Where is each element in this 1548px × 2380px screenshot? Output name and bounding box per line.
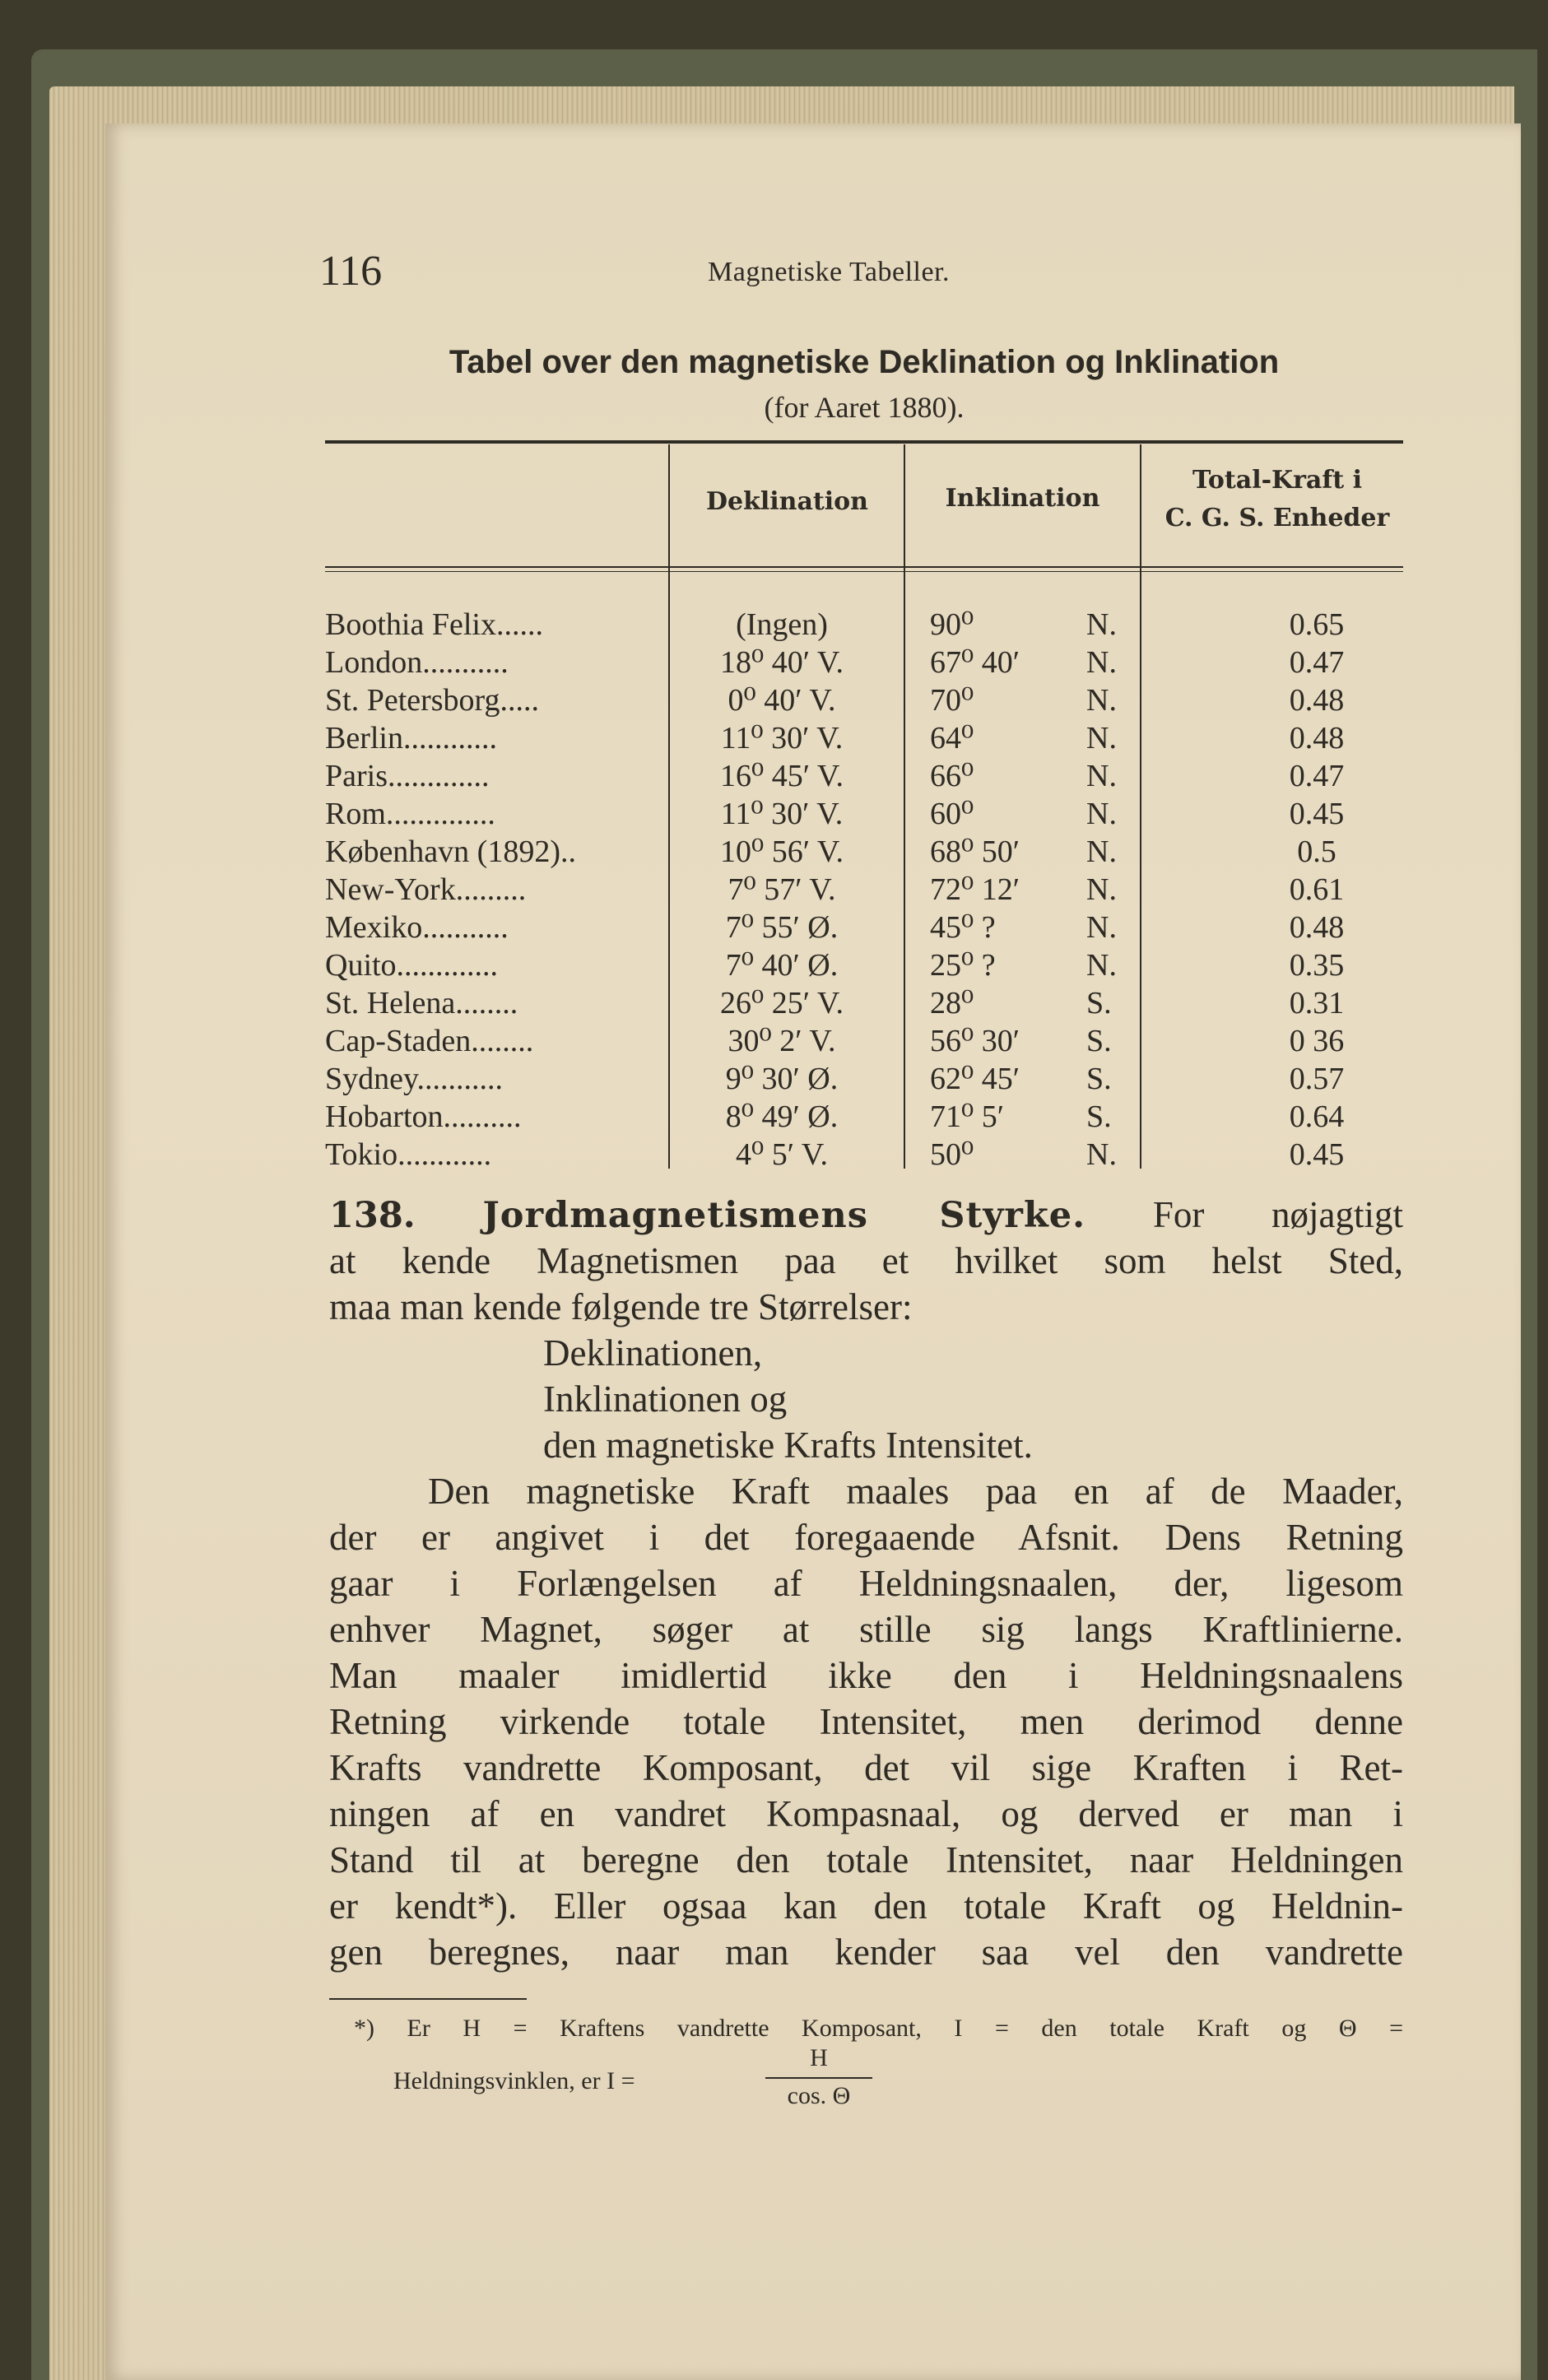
inklination-direction: S. <box>1086 1099 1112 1134</box>
paragraph-line: der er angivet i det foregaaende Afsnit. Dens Retning <box>329 1517 1403 1558</box>
inklination-value: 64⁰ <box>930 721 974 755</box>
kraft-value: 0.45 <box>1289 797 1345 831</box>
kraft-value: 0.61 <box>1289 872 1345 907</box>
paragraph-line: Stand til at beregne den totale Intensitet, naar Heldningen <box>329 1839 1403 1880</box>
table-row <box>325 946 1411 984</box>
table-row <box>325 909 1411 946</box>
header-kraft-line2: C. G. S. Enheder <box>1164 504 1390 532</box>
table-row <box>325 644 1411 681</box>
deklination-value: 18⁰ 40′ V. <box>720 645 844 680</box>
deklination-value: 11⁰ 30′ V. <box>720 797 844 831</box>
paragraph-line: ningen af en vandret Kompasnaal, og derved er man i <box>329 1793 1403 1834</box>
table-row <box>325 606 1411 644</box>
place-name: Quito............. <box>325 948 499 983</box>
table-title: Tabel over den magnetiske Deklination og Inklination <box>449 344 1280 380</box>
header-kraft-line1: Total-Kraft i <box>1192 466 1362 495</box>
page-number: 116 <box>319 248 383 295</box>
place-name: Cap-Staden........ <box>325 1024 534 1058</box>
paragraph-line: Den magnetiske Kraft maales paa en af de Maader, <box>428 1471 1403 1512</box>
inklination-value: 71⁰ 5′ <box>930 1099 1005 1134</box>
inklination-direction: N. <box>1086 797 1117 831</box>
list-item: Inklinationen og <box>543 1378 788 1420</box>
kraft-value: 0.48 <box>1289 910 1345 945</box>
table-row <box>325 719 1411 757</box>
kraft-value: 0.45 <box>1289 1137 1345 1172</box>
running-head: Magnetiske Tabeller. <box>708 257 951 287</box>
deklination-value: 4⁰ 5′ V. <box>736 1137 828 1172</box>
deklination-value: 11⁰ 30′ V. <box>720 721 844 755</box>
kraft-value: 0.48 <box>1289 721 1345 755</box>
inklination-direction: N. <box>1086 872 1117 907</box>
inklination-value: 50⁰ <box>930 1137 974 1172</box>
inklination-direction: N. <box>1086 1137 1117 1172</box>
deklination-value: 0⁰ 40′ V. <box>728 683 836 718</box>
place-name: Boothia Felix...... <box>325 607 543 642</box>
kraft-value: 0.65 <box>1289 607 1345 642</box>
table-row <box>325 1098 1411 1136</box>
inklination-direction: N. <box>1086 721 1117 755</box>
deklination-value: (Ingen) <box>736 607 828 642</box>
inklination-direction: N. <box>1086 759 1117 793</box>
kraft-value: 0.47 <box>1289 759 1345 793</box>
table-header-rule <box>325 566 1403 568</box>
table-row <box>325 795 1411 833</box>
inklination-value: 25⁰ ? <box>930 948 996 983</box>
deklination-value: 7⁰ 40′ Ø. <box>725 948 839 983</box>
table-row <box>325 681 1411 719</box>
table-subtitle: (for Aaret 1880). <box>764 391 965 424</box>
section-lead: For nøjagtigt <box>1152 1194 1404 1235</box>
table-row <box>325 1136 1411 1174</box>
formula-denominator: cos. Θ <box>787 2082 851 2109</box>
inklination-direction: S. <box>1086 1062 1112 1096</box>
kraft-value: 0.47 <box>1289 645 1345 680</box>
place-name: Mexiko........... <box>325 910 509 945</box>
paragraph-line: gen beregnes, naar man kender saa vel den vandrette <box>329 1931 1403 1973</box>
deklination-value: 16⁰ 45′ V. <box>720 759 844 793</box>
deklination-value: 9⁰ 30′ Ø. <box>725 1062 839 1096</box>
paragraph-line: Man maaler imidlertid ikke den i Heldningsnaalens <box>329 1655 1403 1696</box>
footnote-line-1: *) Er H = Kraftens vandrette Komposant, I = den totale Kraft og Θ = <box>354 2015 1403 2042</box>
list-item: Deklinationen, <box>543 1332 763 1374</box>
list-item: den magnetiske Krafts Intensitet. <box>543 1425 1033 1466</box>
footnote-rule <box>329 1998 527 2000</box>
kraft-value: 0.64 <box>1289 1099 1345 1134</box>
place-name: New-York......... <box>325 872 527 907</box>
place-name: København (1892).. <box>325 834 576 869</box>
inklination-value: 45⁰ ? <box>930 910 996 945</box>
inklination-direction: S. <box>1086 986 1112 1020</box>
inklination-value: 56⁰ 30′ <box>930 1024 1020 1058</box>
place-name: Berlin............ <box>325 721 497 755</box>
paragraph-line: gaar i Forlængelsen af Heldningsnaalen, der, ligesom <box>329 1563 1403 1604</box>
inklination-value: 67⁰ 40′ <box>930 645 1020 680</box>
kraft-value: 0.31 <box>1289 986 1345 1020</box>
table-top-rule <box>325 440 1403 444</box>
kraft-value: 0.57 <box>1289 1062 1345 1096</box>
place-name: Sydney........... <box>325 1062 504 1096</box>
place-name: Rom.............. <box>325 797 495 831</box>
header-inklination: Inklination <box>945 484 1100 513</box>
inklination-value: 60⁰ <box>930 797 974 831</box>
inklination-value: 66⁰ <box>930 759 974 793</box>
header-deklination: Deklination <box>705 487 868 516</box>
deklination-value: 7⁰ 55′ Ø. <box>725 910 839 945</box>
footnote-line-2: Heldningsvinklen, er I = <box>393 2067 635 2094</box>
inklination-value: 68⁰ 50′ <box>930 834 1020 869</box>
section-line-3: maa man kende følgende tre Størrelser: <box>329 1286 913 1327</box>
table-row <box>325 1060 1411 1098</box>
inklination-value: 72⁰ 12′ <box>930 872 1020 907</box>
inklination-direction: N. <box>1086 607 1117 642</box>
place-name: Tokio............ <box>325 1137 492 1172</box>
inklination-direction: N. <box>1086 948 1117 983</box>
kraft-value: 0.5 <box>1297 834 1336 869</box>
formula-numerator: H <box>810 2044 828 2071</box>
deklination-value: 8⁰ 49′ Ø. <box>725 1099 839 1134</box>
inklination-direction: N. <box>1086 834 1117 869</box>
place-name: St. Helena........ <box>325 986 518 1020</box>
inklination-value: 62⁰ 45′ <box>930 1062 1020 1096</box>
inklination-value: 28⁰ <box>930 986 974 1020</box>
paragraph-line: Retning virkende totale Intensitet, men derimod denne <box>329 1701 1403 1742</box>
place-name: Hobarton.......... <box>325 1099 522 1134</box>
deklination-value: 30⁰ 2′ V. <box>728 1024 836 1058</box>
inklination-direction: N. <box>1086 645 1117 680</box>
inklination-direction: N. <box>1086 683 1117 718</box>
formula-fraction-bar <box>765 2077 872 2079</box>
section-line-2: at kende Magnetismen paa et hvilket som helst Sted, <box>329 1240 1403 1281</box>
section-title: Jordmagnetismens Styrke. <box>482 1195 1086 1236</box>
table-row <box>325 833 1411 871</box>
table-header-rule-2 <box>325 571 1403 572</box>
section-number: 138. <box>329 1195 416 1236</box>
table-row <box>325 871 1411 909</box>
deklination-value: 26⁰ 25′ V. <box>720 986 844 1020</box>
paragraph-line: er kendt*). Eller ogsaa kan den totale Kraft og Heldnin- <box>329 1885 1403 1927</box>
place-name: St. Petersborg..... <box>325 683 540 718</box>
section-heading-line <box>329 1192 1403 1239</box>
place-name: London........... <box>325 645 509 680</box>
table-row <box>325 1022 1411 1060</box>
place-name: Paris............. <box>325 759 490 793</box>
inklination-value: 90⁰ <box>930 607 974 642</box>
kraft-value: 0.48 <box>1289 683 1345 718</box>
table-row <box>325 984 1411 1022</box>
paragraph-line: enhver Magnet, søger at stille sig langs Kraftlinierne. <box>329 1609 1403 1650</box>
inklination-direction: S. <box>1086 1024 1112 1058</box>
paragraph-line: Krafts vandrette Komposant, det vil sige Kraften i Ret- <box>329 1747 1403 1788</box>
deklination-value: 7⁰ 57′ V. <box>728 872 836 907</box>
deklination-value: 10⁰ 56′ V. <box>720 834 844 869</box>
kraft-value: 0.35 <box>1289 948 1345 983</box>
inklination-value: 70⁰ <box>930 683 974 718</box>
kraft-value: 0 36 <box>1289 1024 1345 1058</box>
table-row <box>325 757 1411 795</box>
inklination-direction: N. <box>1086 910 1117 945</box>
